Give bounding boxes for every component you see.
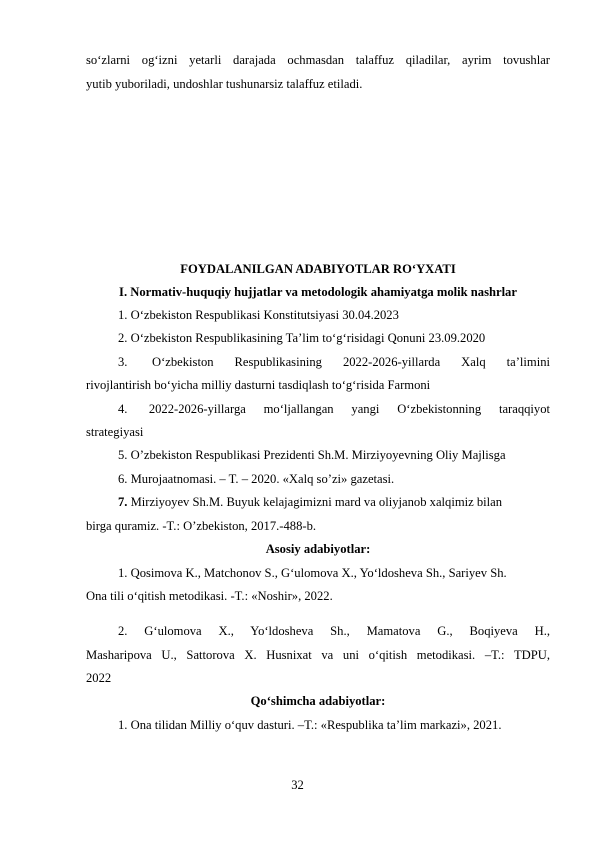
- item-number: 3.: [118, 355, 128, 369]
- item-number: 7.: [118, 495, 128, 509]
- section-heading-normative: I. Normativ-huquqiy hujjatlar va metodologik ahamiyatga molik nashrlar: [119, 285, 517, 299]
- list-item-continuation: 2022: [86, 671, 112, 685]
- item-text: 2022-2026-yillarga mo‘ljallangan yangi O‘zbekistonning taraqqiyot: [148, 402, 551, 416]
- item-text: Mirziyoyev Sh.M. Buyuk kelajagimizni mard va oliyjanob xalqimiz bilan: [127, 495, 503, 509]
- list-item: [118, 355, 550, 370]
- list-item-continuation: Masharipova U., Sattorova X. Husnixat va uni o‘qitish metodikasi. –T.: TDPU,: [86, 648, 550, 662]
- item-number: 4.: [118, 402, 128, 416]
- text-line: yutib yuboriladi, undoshlar tushunarsiz talaffuz etiladi.: [86, 77, 363, 91]
- list-item: 2. G‘ulomova X., Yo‘ldosheva Sh., Mamatova G., Boqiyeva H.,: [118, 624, 550, 638]
- item-text: O‘zbekiston Respublikasining 2022-2026-yillarda Xalq ta’limini: [151, 355, 550, 369]
- list-item: 5. O’zbekiston Respublikasi Prezidenti Sh.M. Mirziyoyevning Oliy Majlisga: [118, 448, 506, 462]
- section-heading-extra: Qo‘shimcha adabiyotlar:: [250, 694, 386, 708]
- bibliography-heading: FOYDALANILGAN ADABIYOTLAR RO‘YXATI: [180, 262, 456, 276]
- list-item: 6. Murojaatnomasi. – T. – 2020. «Xalq so’zi» gazetasi.: [118, 472, 395, 486]
- section-heading-main: Asosiy adabiyotlar:: [265, 542, 371, 556]
- list-item: [118, 495, 550, 510]
- list-item-continuation: strategiyasi: [86, 425, 144, 439]
- list-item: [118, 402, 550, 417]
- list-item: 1. O‘zbekiston Respublikasi Konstitutsiyasi 30.04.2023: [118, 308, 399, 322]
- text-line: so‘zlarni og‘izni yetarli darajada ochmasdan talaffuz qiladilar, ayrim tovushlar: [86, 53, 550, 67]
- list-item-continuation: Ona tili o‘qitish metodikasi. -T.: «Noshir», 2022.: [86, 589, 333, 603]
- list-item-continuation: birga quramiz. -T.: O’zbekiston, 2017.-488-b.: [86, 519, 317, 533]
- page-number: 32: [291, 778, 304, 792]
- list-item-continuation: rivojlantirish bo‘yicha milliy dasturni tasdiqlash to‘g‘risida Farmoni: [86, 378, 431, 392]
- list-item: 1. Qosimova K., Matchonov S., G‘ulomova X., Yo‘ldosheva Sh., Sariyev Sh.: [118, 566, 507, 580]
- list-item: 1. Ona tilidan Milliy o‘quv dasturi. –T.: «Respublika ta’lim markazi», 2021.: [118, 718, 502, 732]
- list-item: 2. O‘zbekiston Respublikasining Ta’lim to‘g‘risidagi Qonuni 23.09.2020: [118, 331, 486, 345]
